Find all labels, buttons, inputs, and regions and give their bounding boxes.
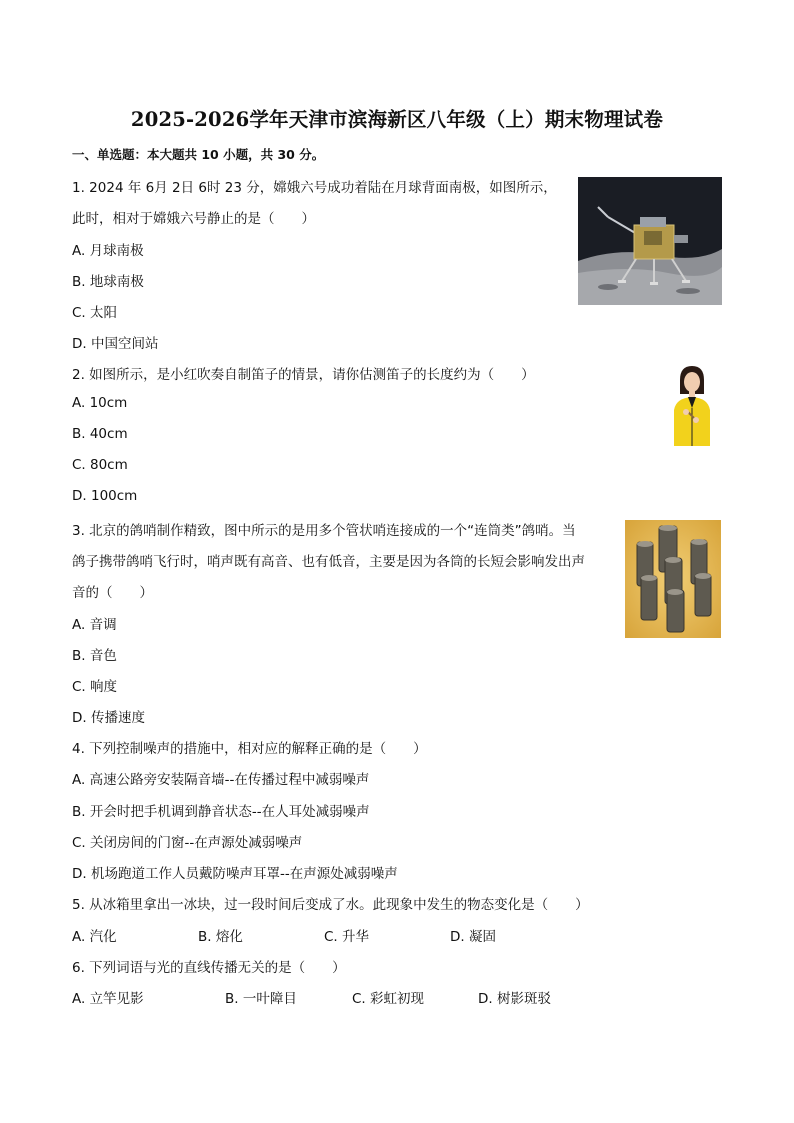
option-b: B. 一叶障目 xyxy=(225,991,297,1007)
option-a: A. 音调 xyxy=(72,617,117,633)
question-stem-line: 3. 北京的鸽哨制作精致，图中所示的是用多个管状哨连接成的一个“连筒类”鸽哨。当 xyxy=(72,523,576,539)
option-a: A. 月球南极 xyxy=(72,243,144,259)
option-d: D. 传播速度 xyxy=(72,710,145,726)
question-stem-line: 此时，相对于嫦娥六号静止的是（ ） xyxy=(72,211,315,227)
option-a: A. 10cm xyxy=(72,395,128,411)
girl-playing-flute-image xyxy=(666,364,718,446)
question-stem-line: 音的（ ） xyxy=(72,585,153,601)
option-d: D. 机场跑道工作人员戴防噪声耳罩--在声源处减弱噪声 xyxy=(72,866,398,882)
question-stem-line: 4. 下列控制噪声的措施中，相对应的解释正确的是（ ） xyxy=(72,741,427,757)
option-d: D. 中国空间站 xyxy=(72,336,159,352)
option-c: C. 80cm xyxy=(72,457,128,473)
option-c: C. 升华 xyxy=(324,929,370,945)
option-d: D. 凝固 xyxy=(450,929,496,945)
option-b: B. 音色 xyxy=(72,648,117,664)
option-b: B. 熔化 xyxy=(198,929,243,945)
option-c: C. 太阳 xyxy=(72,305,118,321)
option-b: B. 地球南极 xyxy=(72,274,144,290)
option-c: C. 响度 xyxy=(72,679,118,695)
question-stem-line: 6. 下列词语与光的直线传播无关的是（ ） xyxy=(72,960,346,976)
pigeon-whistle-image xyxy=(625,520,721,638)
question-stem-line: 5. 从冰箱里拿出一冰块，过一段时间后变成了水。此现象中发生的物态变化是（ ） xyxy=(72,897,589,913)
option-c: C. 关闭房间的门窗--在声源处减弱噪声 xyxy=(72,835,303,851)
lunar-lander-image xyxy=(578,177,722,305)
option-b: B. 开会时把手机调到静音状态--在人耳处减弱噪声 xyxy=(72,804,370,820)
question-stem-line: 2. 如图所示，是小红吹奏自制笛子的情景，请你估测笛子的长度约为（ ） xyxy=(72,367,535,383)
option-a: A. 高速公路旁安装隔音墙--在传播过程中减弱噪声 xyxy=(72,772,370,788)
question-stem-line: 鸽子携带鸽哨飞行时，哨声既有高音、也有低音，主要是因为各筒的长短会影响发出声 xyxy=(72,554,585,570)
options-row xyxy=(72,925,576,945)
option-b: B. 40cm xyxy=(72,426,128,442)
section-heading: 一、单选题：本大题共 10 小题，共 30 分。 xyxy=(72,147,325,162)
option-a: A. 汽化 xyxy=(72,929,117,945)
option-d: D. 树影斑驳 xyxy=(478,991,551,1007)
option-a: A. 立竿见影 xyxy=(72,991,144,1007)
option-c: C. 彩虹初现 xyxy=(352,991,425,1007)
option-d: D. 100cm xyxy=(72,488,138,504)
page-title: 2025-2026学年天津市滨海新区八年级（上）期末物理试卷 xyxy=(130,108,664,131)
question-stem-line: 1. 2024 年 6月 2日 6时 23 分，嫦娥六号成功着陆在月球背面南极，如图所示， xyxy=(72,180,557,196)
options-row xyxy=(72,987,604,1007)
